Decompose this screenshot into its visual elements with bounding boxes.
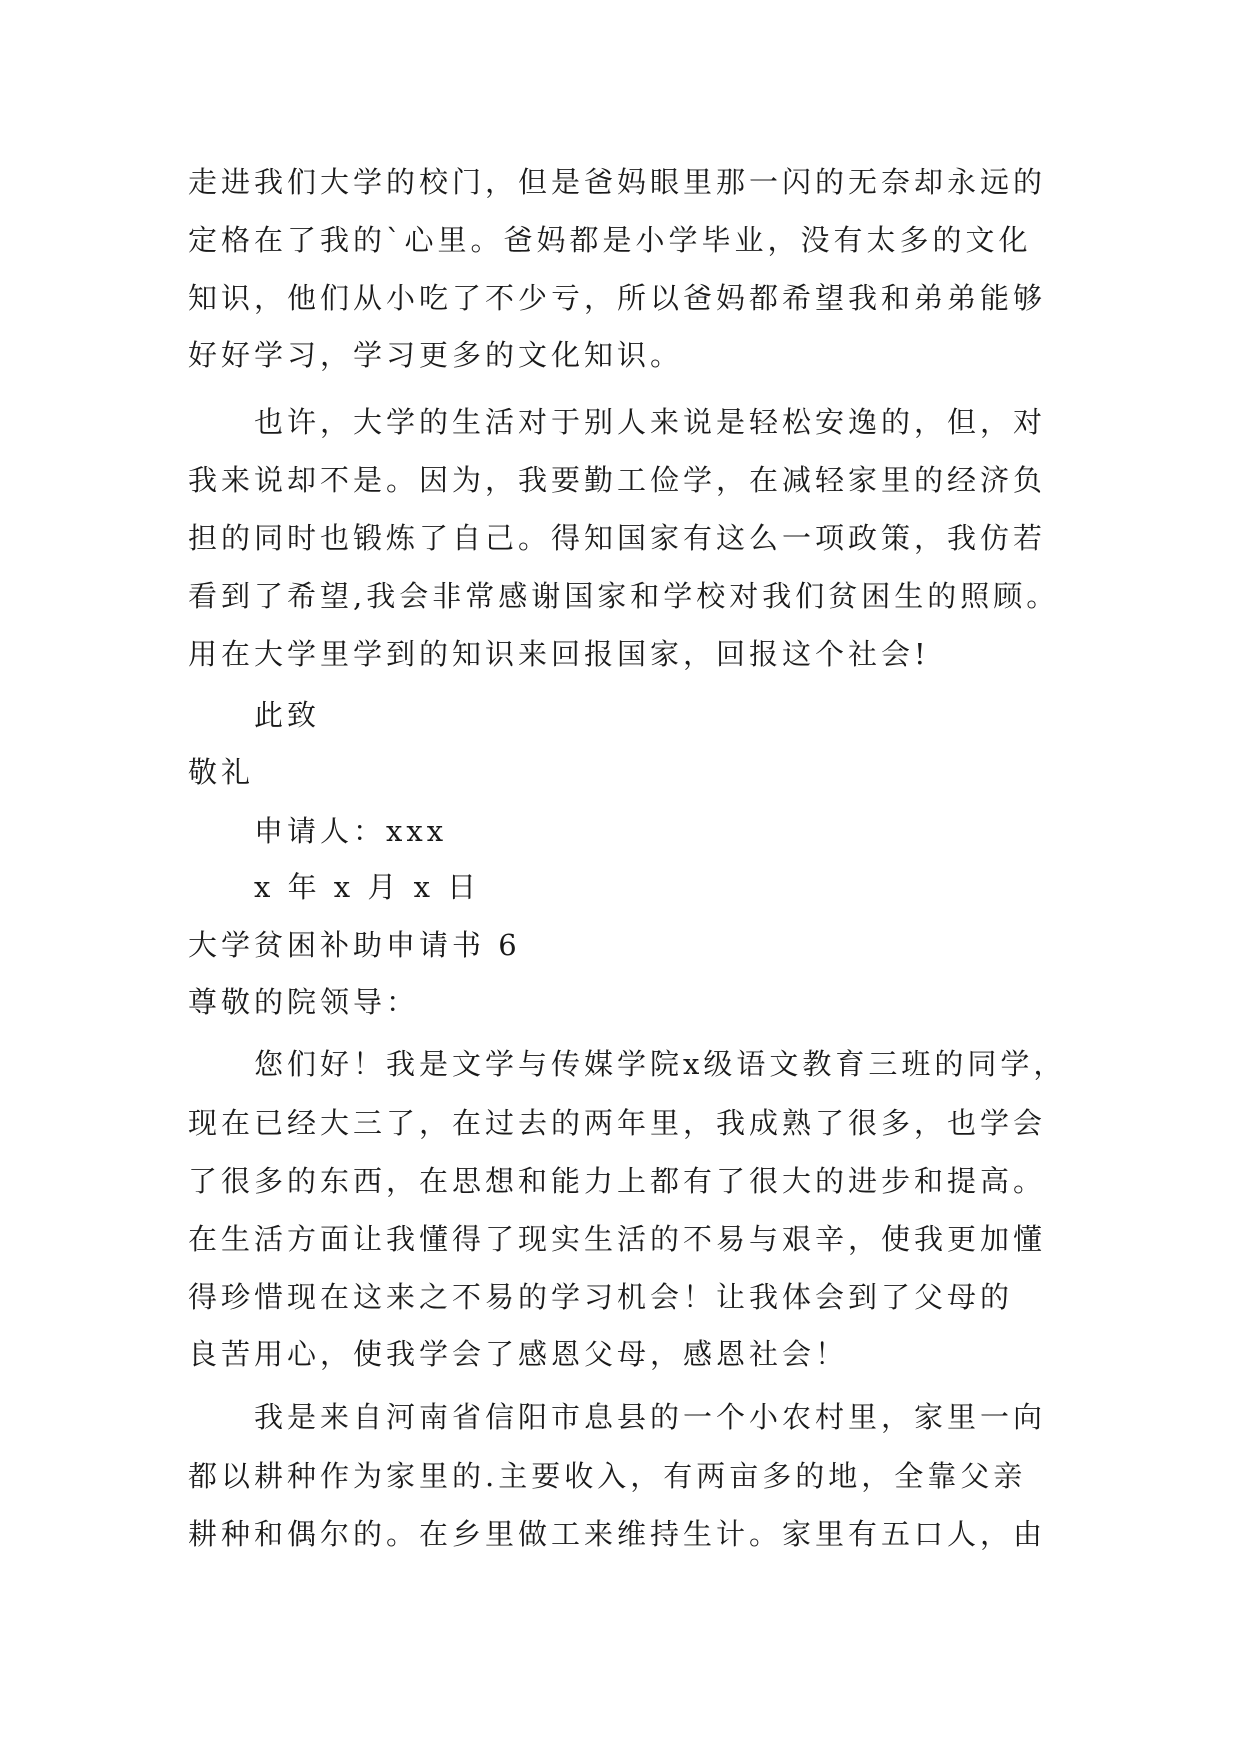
paragraph-line: 我是来自河南省信阳市息县的一个小农村里，家里一向 bbox=[254, 1400, 1047, 1434]
paragraph-line: 都以耕种作为家里的.主要收入，有两亩多的地，全靠父亲 bbox=[188, 1459, 1027, 1493]
applicant-signature: 申请人：xxx bbox=[254, 814, 448, 848]
paragraph-line: 走进我们大学的校门，但是爸妈眼里那一闪的无奈却永远的 bbox=[188, 165, 1047, 199]
paragraph-line: 用在大学里学到的知识来回报国家，回报这个社会! bbox=[188, 637, 930, 671]
paragraph-line: 也许，大学的生活对于别人来说是轻松安逸的，但，对 bbox=[254, 405, 1047, 439]
paragraph-line: 得珍惜现在这来之不易的学习机会！让我体会到了父母的 bbox=[188, 1280, 1014, 1314]
closing-regards: 敬礼 bbox=[188, 755, 255, 789]
paragraph-line: 您们好！我是文学与传媒学院x级语文教育三班的同学， bbox=[254, 1047, 1067, 1081]
paragraph-line: 在生活方面让我懂得了现实生活的不易与艰辛，使我更加懂 bbox=[188, 1222, 1047, 1256]
paragraph-line: 看到了希望,我会非常感谢国家和学校对我们贫困生的照顾。 bbox=[188, 579, 1060, 613]
section-title: 大学贫困补助申请书 6 bbox=[188, 928, 521, 962]
closing-salutation: 此致 bbox=[254, 698, 321, 732]
paragraph-line: 了很多的东西，在思想和能力上都有了很大的进步和提高。 bbox=[188, 1164, 1047, 1198]
paragraph-line: 好好学习，学习更多的文化知识。 bbox=[188, 338, 684, 372]
paragraph-line: 耕种和偶尔的。在乡里做工来维持生计。家里有五口人，由 bbox=[188, 1517, 1047, 1551]
paragraph-line: 现在已经大三了，在过去的两年里，我成熟了很多，也学会 bbox=[188, 1106, 1047, 1140]
paragraph-line: 我来说却不是。因为，我要勤工俭学，在减轻家里的经济负 bbox=[188, 463, 1047, 497]
paragraph-line: 定格在了我的`心里。爸妈都是小学毕业，没有太多的文化 bbox=[188, 223, 1032, 257]
paragraph-line: 良苦用心，使我学会了感恩父母，感恩社会！ bbox=[188, 1337, 849, 1371]
letter-greeting: 尊敬的院领导： bbox=[188, 985, 420, 1019]
signature-date: x 年 x 月 x 日 bbox=[254, 870, 481, 904]
paragraph-line: 担的同时也锻炼了自己。得知国家有这么一项政策，我仿若 bbox=[188, 521, 1047, 555]
paragraph-line: 知识，他们从小吃了不少亏，所以爸妈都希望我和弟弟能够 bbox=[188, 281, 1047, 315]
